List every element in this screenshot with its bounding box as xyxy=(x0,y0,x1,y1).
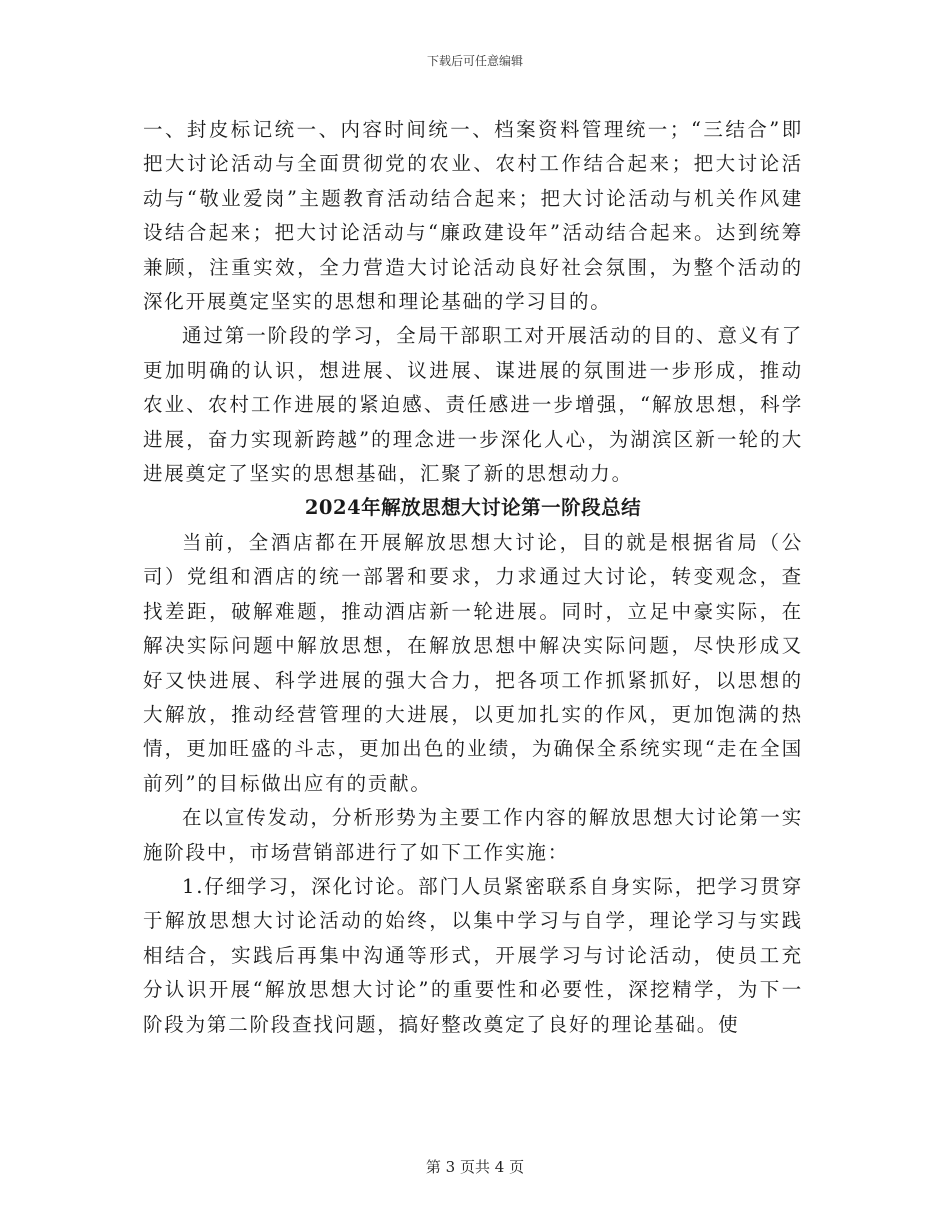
page-header: 下载后可任意编辑 xyxy=(426,54,523,68)
paragraph-summary: 通过第一阶段的学习，全局干部职工对开展活动的目的、意义有了更加明确的认识，想进展、议进展、谋进展的氛围进一步形成，推动农业、农村工作进展的紧迫感、责任感进一步增强，“解放思想，科学进展，奋力实现新跨越”的理念进一步深化人心，为湖滨区新一轮的大进展奠定了坚实的思想基础，汇聚了新的思想动力。 xyxy=(143,324,803,486)
section-title: 2024年解放思想大讨论第一阶段总结 xyxy=(304,496,642,520)
document-body xyxy=(143,113,803,1042)
paragraph-item-1: 1.仔细学习，深化讨论。部门人员紧密联系自身实际，把学习贯穿于解放思想大讨论活动的始终，以集中学习与自学，理论学习与实践相结合，实践后再集中沟通等形式，开展学习与讨论活动，使员工充分认识开展“解放思想大讨论”的重要性和必要性，深挖精学，为下一阶段为第二阶段查找问题，搞好整改奠定了良好的理论基础。使 xyxy=(143,874,803,1036)
paragraph-continued: 一、封皮标记统一、内容时间统一、档案资料管理统一；“三结合”即把大讨论活动与全面贯彻党的农业、农村工作结合起来；把大讨论活动与“敬业爱岗”主题教育活动结合起来；把大讨论活动与机关作风建设结合起来；把大讨论活动与“廉政建设年”活动结合起来。达到统筹兼顾，注重实效，全力营造大讨论活动良好社会氛围，为整个活动的深化开展奠定坚实的思想和理论基础的学习目的。 xyxy=(143,118,803,314)
page-number: 第 3 页共 4 页 xyxy=(425,1158,525,1176)
paragraph-implementation: 在以宣传发动，分析形势为主要工作内容的解放思想大讨论第一实施阶段中，市场营销部进行了如下工作实施： xyxy=(143,806,803,864)
paragraph-intro: 当前，全酒店都在开展解放思想大讨论，目的就是根据省局（公司）党组和酒店的统一部署和要求，力求通过大讨论，转变观念，查找差距，破解难题，推动酒店新一轮进展。同时，立足中豪实际，在解决实际问题中解放思想，在解放思想中解决实际问题，尽快形成又好又快进展、科学进展的强大合力，把各项工作抓紧抓好，以思想的大解放，推动经营管理的大进展，以更加扎实的作风，更加饱满的热情，更加旺盛的斗志，更加出色的业绩，为确保全系统实现“走在全国前列”的目标做出应有的贡献。 xyxy=(143,530,803,795)
